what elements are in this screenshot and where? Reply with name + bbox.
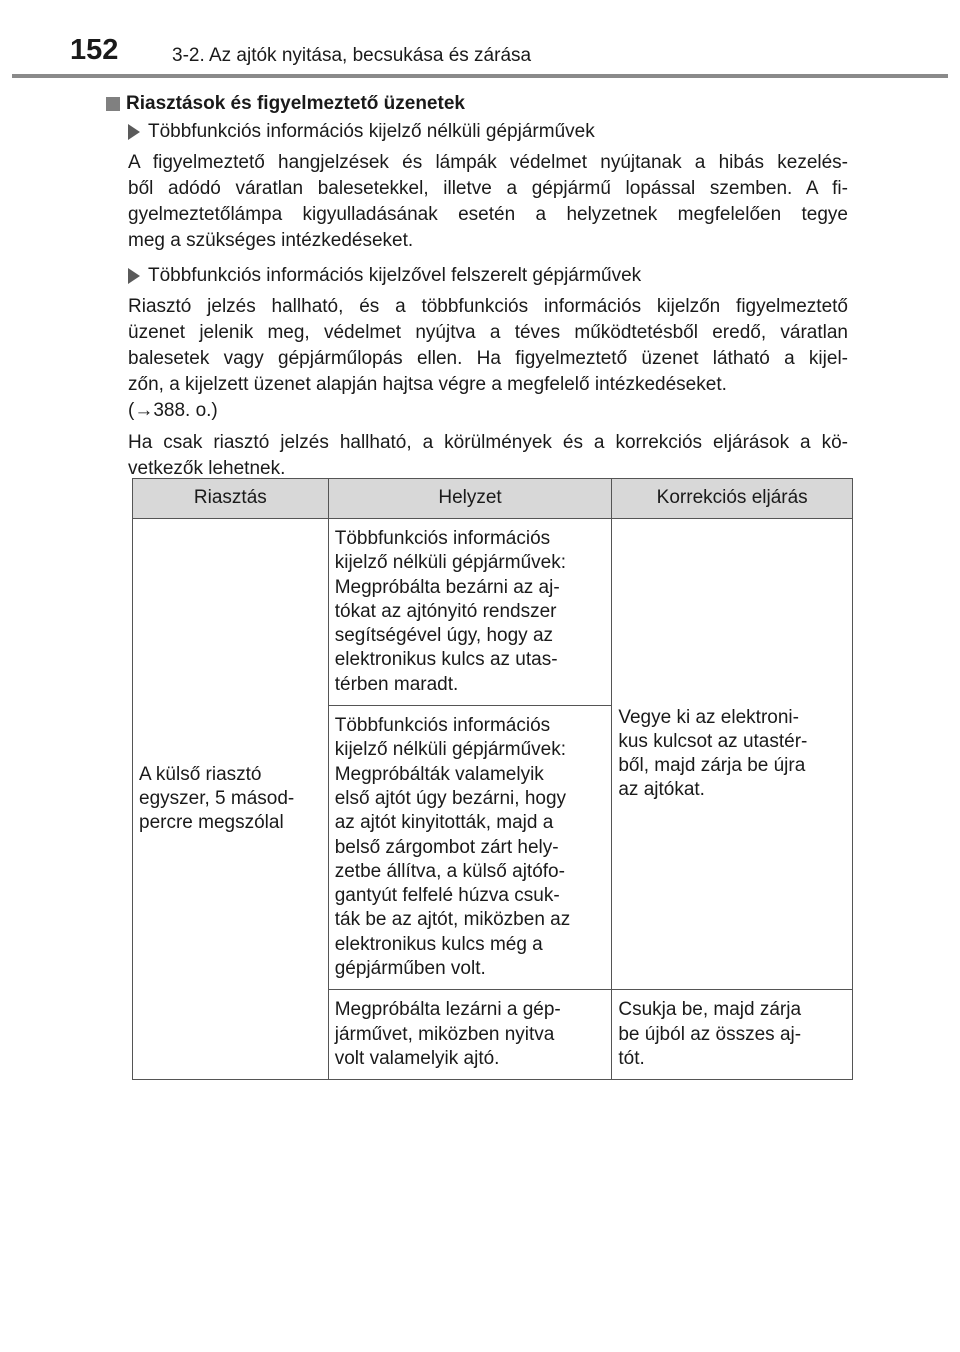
- cell-line: gantyút felfelé húzva csuk-: [334, 885, 560, 907]
- main-content: [106, 92, 846, 482]
- paragraph-line: vetkezők lehetnek.: [128, 458, 286, 479]
- sub-heading-with-display: [128, 264, 846, 288]
- cell-line: be újból az összes aj-: [618, 1023, 802, 1045]
- triangle-bullet-icon: [128, 268, 140, 284]
- paragraph-line: Riasztó jelzés hallható, és a többfunkciós információs kijelzőn figyelmeztető: [128, 296, 848, 317]
- header-alarm: Riasztás: [133, 479, 329, 519]
- sub-heading-no-display: [128, 120, 846, 144]
- cell-line: ből, majd zárja be újra: [618, 755, 806, 777]
- alarm-table: [132, 478, 853, 1080]
- sub-heading-text: Többfunkciós információs kijelzővel felszerelt gépjárművek: [148, 265, 642, 286]
- paragraph-line: zőn, a kijelzett üzenet alapján hajtsa végre a megfelelő intézkedéseket.: [128, 374, 727, 395]
- triangle-bullet-icon: [128, 124, 140, 140]
- alarm-cell: [133, 519, 329, 1080]
- cell-line: percre megszólal: [139, 812, 284, 834]
- situation-cell-3: [328, 990, 612, 1080]
- cell-line: járművet, miközben nyitva: [334, 1023, 555, 1045]
- cell-line: egyszer, 5 másod-: [139, 787, 295, 809]
- cell-line: az ajtókat.: [618, 779, 705, 801]
- table-header-row: [133, 479, 853, 519]
- cell-line: Megpróbálta bezárni az aj-: [334, 576, 560, 598]
- chapter-title: 3-2. Az ajtók nyitása, becsukása és zárása: [172, 45, 532, 66]
- situation-cell-1: [328, 519, 612, 706]
- cell-line: kijelző nélküli gépjárművek:: [334, 552, 566, 574]
- cell-line: Megpróbálta lezárni a gép-: [334, 999, 561, 1021]
- cell-line: A külső riasztó: [139, 763, 262, 785]
- cell-line: kus kulcsot az utastér-: [618, 730, 808, 752]
- cell-line: gépjárműben volt.: [334, 958, 486, 980]
- cell-line: tót.: [618, 1047, 645, 1069]
- correction-cell-1: [612, 519, 853, 990]
- cell-line: elektronikus kulcs az utas-: [334, 649, 558, 671]
- cell-line: Többfunkciós információs: [334, 715, 551, 737]
- header-situation: Helyzet: [328, 479, 612, 519]
- paragraph-line: üzenet jelenik meg, védelmet nyújtva a téves működtetésből eredő, váratlan: [128, 322, 848, 343]
- cell-line: az ajtót kinyitották, majd a: [334, 812, 554, 834]
- page-reference[interactable]: (→388. o.): [128, 400, 218, 421]
- cell-line: belső zárgombot zárt hely-: [334, 836, 559, 858]
- correction-cell-2: [612, 990, 853, 1080]
- paragraph-with-display: [128, 294, 848, 424]
- cell-line: volt valamelyik ajtó.: [334, 1047, 500, 1069]
- header-rule: [12, 74, 948, 78]
- situation-cell-2: [328, 706, 612, 990]
- cell-line: ták be az ajtót, miközben az: [334, 909, 571, 931]
- cell-line: elektronikus kulcs még a: [334, 933, 543, 955]
- paragraph-note: [128, 430, 848, 482]
- paragraph-line: meg a szükséges intézkedéseket.: [128, 230, 414, 251]
- paragraph-line: Ha csak riasztó jelzés hallható, a körülmények és a korrekciós eljárások a kö-: [128, 432, 848, 453]
- cell-line: első ajtót úgy bezárni, hogy: [334, 787, 567, 809]
- page-header: [0, 0, 960, 80]
- cell-line: Többfunkciós információs: [334, 528, 551, 549]
- paragraph-no-display: [128, 150, 848, 254]
- cell-line: segítségével úgy, hogy az: [334, 625, 554, 647]
- header-correction: Korrekciós eljárás: [612, 479, 853, 519]
- cell-line: Vegye ki az elektroni-: [618, 706, 799, 728]
- cell-line: Csukja be, majd zárja: [618, 999, 802, 1021]
- sub-heading-text: Többfunkciós információs kijelző nélküli gépjárművek: [148, 121, 595, 142]
- cell-line: kijelző nélküli gépjárművek:: [334, 739, 566, 761]
- page-number: 152: [70, 34, 119, 66]
- square-bullet-icon: [106, 97, 120, 111]
- cell-line: tókat az ajtónyitó rendszer: [334, 600, 557, 622]
- section-title: [106, 92, 846, 116]
- cell-line: Megpróbálták valamelyik: [334, 763, 544, 785]
- paragraph-line: balesetek vagy gépjárműlopás ellen. Ha figyelmeztető üzenet látható a kijel-: [128, 348, 848, 369]
- paragraph-line: ből adódó váratlan balesetekkel, illetve a gépjármű lopással szemben. A fi-: [128, 178, 848, 199]
- table-row: [133, 519, 853, 706]
- cell-line: térben maradt.: [334, 673, 459, 695]
- section-title-text: Riasztások és figyelmeztető üzenetek: [126, 93, 465, 114]
- paragraph-line: gyelmeztetőlámpa kigyulladásának esetén a helyzetnek megfelelően tegye: [128, 204, 848, 225]
- cell-line: zetbe állítva, a külső ajtófo-: [334, 860, 565, 882]
- paragraph-line: A figyelmeztető hangjelzések és lámpák védelmet nyújtanak a hibás kezelés-: [128, 152, 848, 173]
